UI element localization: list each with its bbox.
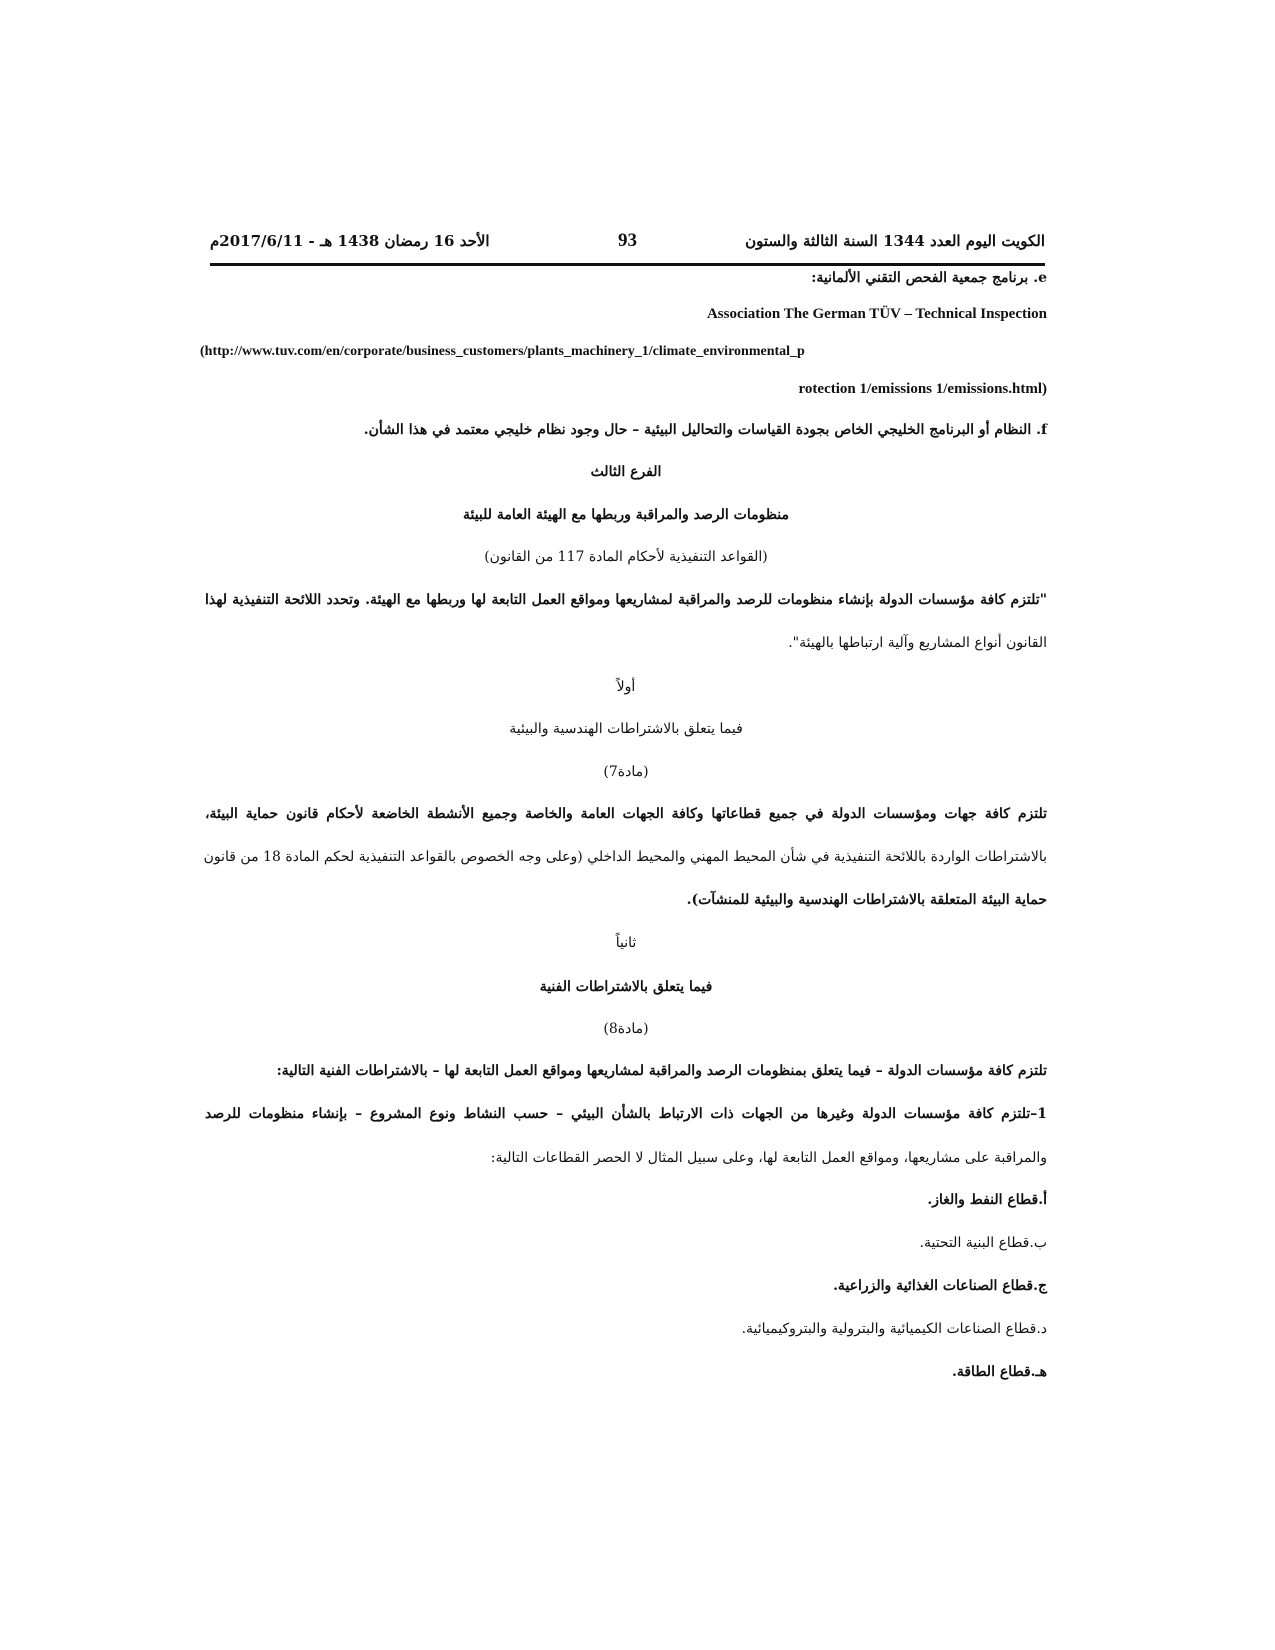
item-f: f. النظام أو البرنامج الخليجي الخاص بجودة القياسات والتحاليل البيئية – حال وجود نظام خليجي معتمد في هذا الشأن. [363, 422, 1047, 438]
section-first-heading: أولاً [616, 679, 636, 695]
tuv-url-line-2: rotection 1/emissions 1/emissions.html) [798, 381, 1047, 397]
article-7-line-3: حماية البيئة المتعلقة بالاشتراطات الهندسية والبيئية للمنشآت). [686, 892, 1047, 908]
section-first-subtitle: فيما يتعلق بالاشتراطات الهندسية والبيئية [509, 721, 743, 737]
page-number: 93 [618, 230, 637, 251]
article-8-item-1-line-1: 1–تلتزم كافة مؤسسات الدولة وغيرها من الجهات ذات الارتباط بالشأن البيئي – حسب النشاط ونوع المشروع – بإنشاء منظومات للرصد [205, 1106, 1047, 1122]
section-second-subtitle: فيما يتعلق بالاشتراطات الفنية [539, 979, 713, 995]
branch-subtitle: منظومات الرصد والمراقبة وربطها مع الهيئة العامة للبيئة [462, 507, 790, 523]
sector-item-e: هـ.قطاع الطاقة. [951, 1364, 1047, 1380]
sector-item-c: ج.قطاع الصناعات الغذائية والزراعية. [833, 1278, 1047, 1294]
page-header [210, 232, 1045, 262]
sector-item-d: د.قطاع الصناعات الكيميائية والبترولية والبتروكيميائية. [741, 1321, 1047, 1337]
quote-line-1: "تلتزم كافة مؤسسات الدولة بإنشاء منظومات للرصد والمراقبة لمشاريعها ومواقع العمل التابعة لها وربطها مع الهيئة. وتحدد اللائحة التنفيذية لهذا [205, 592, 1047, 608]
quote-line-2: القانون أنواع المشاريع وآلية ارتباطها بالهيئة". [788, 635, 1047, 651]
article-7-line-1: تلتزم كافة جهات ومؤسسات الدولة في جميع قطاعاتها وكافة الجهات العامة والخاصة وجميع الأنشطة الخاضعة لأحكام قانون حماية البيئة، [205, 806, 1047, 822]
branch-title: الفرع الثالث [590, 464, 662, 480]
sector-item-b: ب.قطاع البنية التحتية. [919, 1235, 1047, 1251]
header-date: الأحد 16 رمضان 1438 هـ - 2017/6/11م [210, 232, 490, 250]
article-7-heading: (مادة7) [603, 764, 649, 780]
item-e: e. برنامج جمعية الفحص التقني الألمانية: [811, 270, 1047, 286]
branch-rules: (القواعد التنفيذية لأحكام المادة 117 من القانون) [484, 549, 768, 565]
article-8-item-1-line-2: والمراقبة على مشاريعها، ومواقع العمل التابعة لها، وعلى سبيل المثال لا الحصر القطاعات التالية: [490, 1150, 1047, 1166]
header-rule [210, 263, 1045, 266]
tuv-name: Association The German TÜV – Technical Inspection [706, 306, 1047, 322]
header-issue-info: الكويت اليوم العدد 1344 السنة الثالثة والستون [745, 232, 1045, 250]
sector-item-a: أ.قطاع النفط والغاز. [927, 1192, 1047, 1208]
article-8-intro: تلتزم كافة مؤسسات الدولة – فيما يتعلق بمنظومات الرصد والمراقبة لمشاريعها ومواقع العمل التابعة لها – بالاشتراطات الفنية التالية: [276, 1063, 1047, 1079]
article-7-line-2: بالاشتراطات الواردة باللائحة التنفيذية في شأن المحيط المهني والمحيط الداخلي (وعلى وجه الخصوص بالقواعد التنفيذية لحكم المادة 18 من قانون [203, 849, 1047, 865]
article-8-heading: (مادة8) [603, 1021, 649, 1037]
section-second-heading: ثانياً [615, 935, 637, 951]
tuv-url-line-1: (http://www.tuv.com/en/corporate/business_customers/plants_machinery_1/climate_environmental_p [200, 344, 805, 359]
